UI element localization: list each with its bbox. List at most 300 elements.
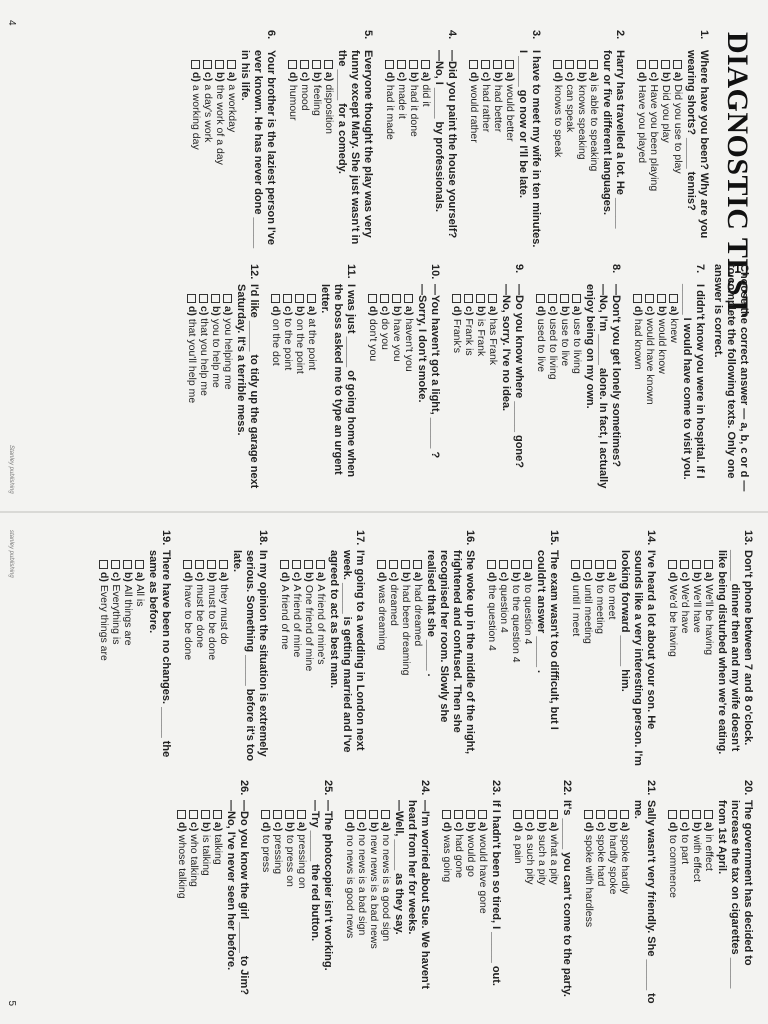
answer-option xyxy=(206,560,218,766)
question-text: In my opinion the situation is extremely serious. Something _____ before it's too late. xyxy=(231,550,269,762)
answer-option xyxy=(524,810,536,1004)
answer-checkbox[interactable] xyxy=(578,60,587,69)
answer-checkbox[interactable] xyxy=(681,560,690,569)
answer-checkbox[interactable] xyxy=(537,294,546,303)
answer-checkbox[interactable] xyxy=(402,560,411,569)
option-letter: d) xyxy=(583,822,595,832)
answer-checkbox[interactable] xyxy=(386,60,395,69)
answer-checkbox[interactable] xyxy=(274,810,283,819)
answer-checkbox[interactable] xyxy=(467,810,476,819)
answer-option xyxy=(376,560,388,766)
answer-checkbox[interactable] xyxy=(482,60,491,69)
answer-checkbox[interactable] xyxy=(638,60,647,69)
question-text: I didn't know you were in hospital. If I _____ I would have come to visit you. xyxy=(681,284,706,480)
option-letter: c) xyxy=(194,572,206,582)
answer-checkbox[interactable] xyxy=(378,560,387,569)
answer-checkbox[interactable] xyxy=(301,60,310,69)
option-text: no news is a good sign xyxy=(380,834,392,942)
answer-option xyxy=(323,60,335,252)
answer-option xyxy=(200,810,212,1004)
option-letter: c) xyxy=(396,72,408,82)
option-letter: a) xyxy=(522,572,534,582)
answer-option xyxy=(388,560,400,766)
answer-checkbox[interactable] xyxy=(453,294,462,303)
option-text: to press on xyxy=(284,834,296,887)
option-text: do you xyxy=(379,318,391,350)
answer-option xyxy=(547,294,559,496)
question-stem xyxy=(234,264,260,496)
question-text: —Do you know the girl _____ to Jim? —No, I've never seen her before. xyxy=(225,800,250,995)
question-number: 17. xyxy=(354,530,366,546)
option-letter: b) xyxy=(210,306,222,316)
answer-checkbox[interactable] xyxy=(192,60,201,69)
option-text: must to be done xyxy=(206,584,218,661)
question-number: 18. xyxy=(257,530,269,546)
question-item xyxy=(176,780,250,1004)
answer-checkbox[interactable] xyxy=(405,294,414,303)
question-stem xyxy=(415,264,441,496)
answer-checkbox[interactable] xyxy=(470,60,479,69)
option-text: has Frank xyxy=(487,318,499,366)
answer-option xyxy=(396,60,408,252)
answer-checkbox[interactable] xyxy=(216,60,225,69)
answer-checkbox[interactable] xyxy=(410,60,419,69)
option-text: would go xyxy=(465,834,477,877)
answer-checkbox[interactable] xyxy=(650,60,659,69)
answer-checkbox[interactable] xyxy=(500,560,509,569)
answer-option xyxy=(315,560,327,766)
answer-option xyxy=(182,560,194,766)
option-letter: c) xyxy=(679,572,691,582)
option-text: had dreamed xyxy=(412,584,424,647)
question-stem xyxy=(424,530,476,766)
option-text: to meeting xyxy=(594,584,606,634)
option-text: until meeting xyxy=(582,584,594,644)
question-text: —Don't you get lonely sometimes? —No, I'm _____ alone. In fact, I actually enjoy being on my own. xyxy=(584,284,622,489)
answer-checkbox[interactable] xyxy=(224,294,233,303)
answer-option xyxy=(110,560,122,766)
answer-checkbox[interactable] xyxy=(443,810,452,819)
option-text: Everything is xyxy=(110,584,122,645)
answer-checkbox[interactable] xyxy=(296,294,305,303)
option-letter: a) xyxy=(504,72,516,82)
answer-checkbox[interactable] xyxy=(112,560,121,569)
answer-checkbox[interactable] xyxy=(566,60,575,69)
question-number: 21. xyxy=(645,780,657,796)
answer-checkbox[interactable] xyxy=(609,810,618,819)
answer-checkbox[interactable] xyxy=(184,560,193,569)
answer-checkbox[interactable] xyxy=(572,560,581,569)
answer-checkbox[interactable] xyxy=(705,560,714,569)
option-letter: d) xyxy=(260,822,272,832)
answer-option xyxy=(552,60,564,252)
option-letter: b) xyxy=(284,822,296,832)
answer-checkbox[interactable] xyxy=(693,560,702,569)
option-letter: d) xyxy=(376,572,388,582)
answer-option xyxy=(477,810,489,1004)
option-letter: d) xyxy=(667,572,679,582)
answer-checkbox[interactable] xyxy=(100,560,109,569)
answer-checkbox[interactable] xyxy=(188,294,197,303)
answer-option xyxy=(468,60,480,252)
option-letter: a) xyxy=(619,822,631,832)
option-text: to the question 4 xyxy=(510,584,522,663)
answer-checkbox[interactable] xyxy=(681,810,690,819)
option-letter: d) xyxy=(441,822,453,832)
answer-checkbox[interactable] xyxy=(646,294,655,303)
answer-option xyxy=(408,60,420,252)
option-letter: d) xyxy=(486,572,498,582)
answer-option xyxy=(453,810,465,1004)
answer-checkbox[interactable] xyxy=(512,560,521,569)
answer-checkbox[interactable] xyxy=(662,60,671,69)
option-text: a day's work xyxy=(202,84,214,143)
option-letter: c) xyxy=(463,306,475,316)
answer-checkbox[interactable] xyxy=(214,810,223,819)
answer-option xyxy=(368,810,380,1004)
option-letter: b) xyxy=(206,572,218,582)
question-text: The exam wasn't too difficult, but I couldn't answer _____ . xyxy=(535,550,560,730)
answer-checkbox[interactable] xyxy=(298,810,307,819)
answer-checkbox[interactable] xyxy=(573,294,582,303)
question-number: 26. xyxy=(238,780,250,796)
answer-checkbox[interactable] xyxy=(561,294,570,303)
answer-checkbox[interactable] xyxy=(325,60,334,69)
option-text: knows speaking xyxy=(576,84,588,160)
answer-option xyxy=(465,810,477,1004)
question-stem xyxy=(680,264,706,496)
option-text: Did you play xyxy=(660,84,672,143)
option-text: Have you played xyxy=(636,84,648,164)
option-text: no news is good news xyxy=(344,834,356,939)
answer-option xyxy=(583,810,595,1004)
answer-checkbox[interactable] xyxy=(305,560,314,569)
question-number: 15. xyxy=(548,530,560,546)
answer-checkbox[interactable] xyxy=(204,60,213,69)
answer-checkbox[interactable] xyxy=(382,810,391,819)
option-letter: d) xyxy=(186,306,198,316)
question-item xyxy=(270,264,357,496)
option-letter: b) xyxy=(510,572,522,582)
answer-checkbox[interactable] xyxy=(669,810,678,819)
answer-checkbox[interactable] xyxy=(465,294,474,303)
answer-checkbox[interactable] xyxy=(358,810,367,819)
option-text: question 4 xyxy=(498,584,510,633)
answer-option xyxy=(606,560,618,766)
option-text: Did you use to play xyxy=(672,84,684,174)
answer-option xyxy=(571,294,583,496)
option-letter: c) xyxy=(188,822,200,832)
option-text: Frank is xyxy=(463,318,475,356)
answer-option xyxy=(379,294,391,496)
question-text: Harry has travelled a lot. He _____ four or five different languages. xyxy=(601,50,626,229)
question-item xyxy=(486,530,560,766)
answer-option xyxy=(512,810,524,1004)
answer-option xyxy=(98,560,110,766)
question-text: There have been no changes. _____ the same as before. xyxy=(147,550,172,758)
answer-option xyxy=(186,294,198,496)
answer-option xyxy=(176,810,188,1004)
answer-checkbox[interactable] xyxy=(634,294,643,303)
option-letter: c) xyxy=(272,822,284,832)
option-letter: d) xyxy=(451,306,463,316)
option-text: a pain xyxy=(512,834,524,864)
option-text: had it made xyxy=(384,84,396,140)
question-number: 23. xyxy=(490,780,502,796)
answer-option xyxy=(648,60,660,252)
option-letter: d) xyxy=(636,72,648,82)
answer-option xyxy=(559,294,571,496)
answer-option xyxy=(667,560,679,766)
answer-checkbox[interactable] xyxy=(477,294,486,303)
option-text: the work of a day xyxy=(214,84,226,165)
option-text: was going xyxy=(441,834,453,883)
answer-checkbox[interactable] xyxy=(674,60,683,69)
answer-checkbox[interactable] xyxy=(308,294,317,303)
answer-checkbox[interactable] xyxy=(272,294,281,303)
question-item xyxy=(636,30,710,252)
option-letter: a) xyxy=(420,72,432,82)
question-item xyxy=(552,30,626,252)
answer-option xyxy=(703,810,715,1004)
option-letter: a) xyxy=(218,572,230,582)
answer-option xyxy=(548,810,560,1004)
option-letter: a) xyxy=(703,572,715,582)
answer-checkbox[interactable] xyxy=(584,560,593,569)
answer-checkbox[interactable] xyxy=(393,294,402,303)
option-text: We'll be having xyxy=(703,584,715,656)
question-text: She woke up in the middle of the night, frightened and confused. Then she recognised her room. Slowly she realised that she _____ . xyxy=(425,550,476,755)
option-text: pressing on xyxy=(296,834,308,889)
option-text: such a pity xyxy=(536,834,548,886)
answer-checkbox[interactable] xyxy=(526,810,535,819)
question-column xyxy=(166,780,754,1004)
option-text: they must do xyxy=(218,584,230,645)
question-item xyxy=(570,530,657,766)
answer-option xyxy=(536,810,548,1004)
instructions: Choose the correct answer — a, b, c or d — to complete the following texts. Only one answer is correct. xyxy=(712,264,750,492)
answer-checkbox[interactable] xyxy=(549,294,558,303)
option-letter: d) xyxy=(287,72,299,82)
answer-checkbox[interactable] xyxy=(317,560,326,569)
answer-checkbox[interactable] xyxy=(585,810,594,819)
question-item xyxy=(468,30,542,252)
answer-checkbox[interactable] xyxy=(596,560,605,569)
question-item xyxy=(190,30,277,252)
option-text: used to live xyxy=(535,318,547,373)
option-text: that you'll help me xyxy=(186,318,198,404)
question-number: 9. xyxy=(513,264,525,274)
answer-option xyxy=(463,294,475,496)
answer-checkbox[interactable] xyxy=(494,60,503,69)
option-letter: d) xyxy=(632,306,644,316)
answer-option xyxy=(367,294,379,496)
answer-checkbox[interactable] xyxy=(381,294,390,303)
answer-option xyxy=(287,60,299,252)
option-text: a such pity xyxy=(524,834,536,885)
answer-checkbox[interactable] xyxy=(212,294,221,303)
question-number: 22. xyxy=(561,780,573,796)
question-stem xyxy=(432,30,458,252)
option-letter: a) xyxy=(672,72,684,82)
question-number: 7. xyxy=(694,264,706,274)
question-stem xyxy=(499,264,525,496)
answer-option xyxy=(403,294,415,496)
question-item xyxy=(344,780,431,1004)
option-text: at the point xyxy=(306,318,318,371)
question-text: It's _____ you can't come to the party. xyxy=(561,800,573,997)
option-text: on the point xyxy=(294,318,306,374)
answer-checkbox[interactable] xyxy=(369,294,378,303)
answer-checkbox[interactable] xyxy=(479,810,488,819)
answer-checkbox[interactable] xyxy=(554,60,563,69)
option-text: don't you xyxy=(367,318,379,362)
answer-checkbox[interactable] xyxy=(398,60,407,69)
answer-option xyxy=(667,810,679,1004)
option-text: feeling xyxy=(311,84,323,116)
answer-checkbox[interactable] xyxy=(669,560,678,569)
answer-checkbox[interactable] xyxy=(289,60,298,69)
answer-option xyxy=(535,294,547,496)
option-letter: b) xyxy=(408,72,420,82)
option-letter: b) xyxy=(559,306,571,316)
answer-checkbox[interactable] xyxy=(670,294,679,303)
answer-checkbox[interactable] xyxy=(514,810,523,819)
answer-checkbox[interactable] xyxy=(390,560,399,569)
answer-checkbox[interactable] xyxy=(281,560,290,569)
answer-option xyxy=(279,560,291,766)
option-text: had been dreaming xyxy=(400,584,412,676)
answer-option xyxy=(194,560,206,766)
option-letter: b) xyxy=(536,822,548,832)
answer-checkbox[interactable] xyxy=(524,560,533,569)
option-letter: c) xyxy=(524,822,536,832)
answer-checkbox[interactable] xyxy=(196,560,205,569)
option-text: use to living xyxy=(571,318,583,374)
answer-option xyxy=(703,560,715,766)
answer-checkbox[interactable] xyxy=(608,560,617,569)
answer-option xyxy=(480,60,492,252)
answer-option xyxy=(644,294,656,496)
answer-checkbox[interactable] xyxy=(488,560,497,569)
question-stem xyxy=(534,530,560,766)
question-stem xyxy=(146,530,172,766)
answer-option xyxy=(475,294,487,496)
question-item xyxy=(632,264,706,496)
question-item xyxy=(376,530,476,766)
option-text: knew xyxy=(668,318,680,343)
question-text: Your brother is the laziest person I've ever known. He has never done _____ in his life. xyxy=(239,50,277,249)
option-text: until I meet xyxy=(570,584,582,637)
option-letter: b) xyxy=(391,306,403,316)
answer-option xyxy=(270,294,282,496)
option-letter: b) xyxy=(660,72,672,82)
answer-checkbox[interactable] xyxy=(489,294,498,303)
answer-option xyxy=(451,294,463,496)
option-letter: b) xyxy=(576,72,588,82)
answer-checkbox[interactable] xyxy=(220,560,229,569)
answer-checkbox[interactable] xyxy=(506,60,515,69)
question-stem xyxy=(327,530,366,766)
answer-checkbox[interactable] xyxy=(693,810,702,819)
answer-checkbox[interactable] xyxy=(202,810,211,819)
answer-option xyxy=(291,560,303,766)
option-letter: b) xyxy=(122,572,134,582)
answer-checkbox[interactable] xyxy=(293,560,302,569)
answer-option xyxy=(294,294,306,496)
question-number: 5. xyxy=(362,30,374,40)
question-stem xyxy=(238,30,277,252)
answer-checkbox[interactable] xyxy=(538,810,547,819)
answer-checkbox[interactable] xyxy=(208,560,217,569)
answer-option xyxy=(198,294,210,496)
question-item xyxy=(667,530,754,766)
question-number: 1. xyxy=(698,30,710,40)
answer-checkbox[interactable] xyxy=(228,60,237,69)
answer-checkbox[interactable] xyxy=(705,810,714,819)
answer-checkbox[interactable] xyxy=(597,810,606,819)
option-text: in effect xyxy=(703,834,715,871)
answer-checkbox[interactable] xyxy=(550,810,559,819)
option-text: to question 4 xyxy=(522,584,534,645)
answer-checkbox[interactable] xyxy=(621,810,630,819)
answer-checkbox[interactable] xyxy=(286,810,295,819)
answer-checkbox[interactable] xyxy=(455,810,464,819)
answer-checkbox[interactable] xyxy=(313,60,322,69)
option-text: had gone xyxy=(453,834,465,879)
option-letter: c) xyxy=(282,306,294,316)
question-item xyxy=(186,264,260,496)
option-letter: a) xyxy=(323,72,335,82)
question-text: —Do you know where _____ gone? —No, sorry. I've no idea. xyxy=(500,284,525,468)
question-text: Don't phone between 7 and 8 o'clock. _____ dinner then and my wife doesn't like being disturbed when we're eating. xyxy=(716,550,754,755)
question-column xyxy=(180,30,710,252)
answer-option xyxy=(582,560,594,766)
answer-option xyxy=(588,60,600,252)
answer-checkbox[interactable] xyxy=(658,294,667,303)
option-letter: d) xyxy=(176,822,188,832)
question-item xyxy=(512,780,573,1004)
answer-checkbox[interactable] xyxy=(590,60,599,69)
question-number: 12. xyxy=(248,264,260,280)
option-letter: c) xyxy=(453,822,465,832)
option-text: have you xyxy=(391,318,403,362)
publisher-credit: Stanley publishing xyxy=(8,445,14,494)
option-letter: d) xyxy=(384,72,396,82)
option-letter: a) xyxy=(668,306,680,316)
option-letter: d) xyxy=(535,306,547,316)
answer-checkbox[interactable] xyxy=(178,810,187,819)
answer-checkbox[interactable] xyxy=(200,294,209,303)
answer-checkbox[interactable] xyxy=(414,560,423,569)
answer-checkbox[interactable] xyxy=(346,810,355,819)
option-text: spoke hardly xyxy=(619,834,631,894)
option-letter: b) xyxy=(294,306,306,316)
answer-checkbox[interactable] xyxy=(422,60,431,69)
answer-checkbox[interactable] xyxy=(124,560,133,569)
option-text: All things are xyxy=(122,584,134,646)
answer-checkbox[interactable] xyxy=(136,560,145,569)
answer-checkbox[interactable] xyxy=(284,294,293,303)
answer-option xyxy=(306,294,318,496)
option-letter: d) xyxy=(190,72,202,82)
answer-checkbox[interactable] xyxy=(190,810,199,819)
answer-checkbox[interactable] xyxy=(370,810,379,819)
answer-checkbox[interactable] xyxy=(262,810,271,819)
question-text: Everyone thought the play was very funny except Mary. She just wasn't in the _____ for a comedy. xyxy=(336,50,374,245)
question-stem xyxy=(715,780,754,1004)
answer-option xyxy=(190,60,202,252)
